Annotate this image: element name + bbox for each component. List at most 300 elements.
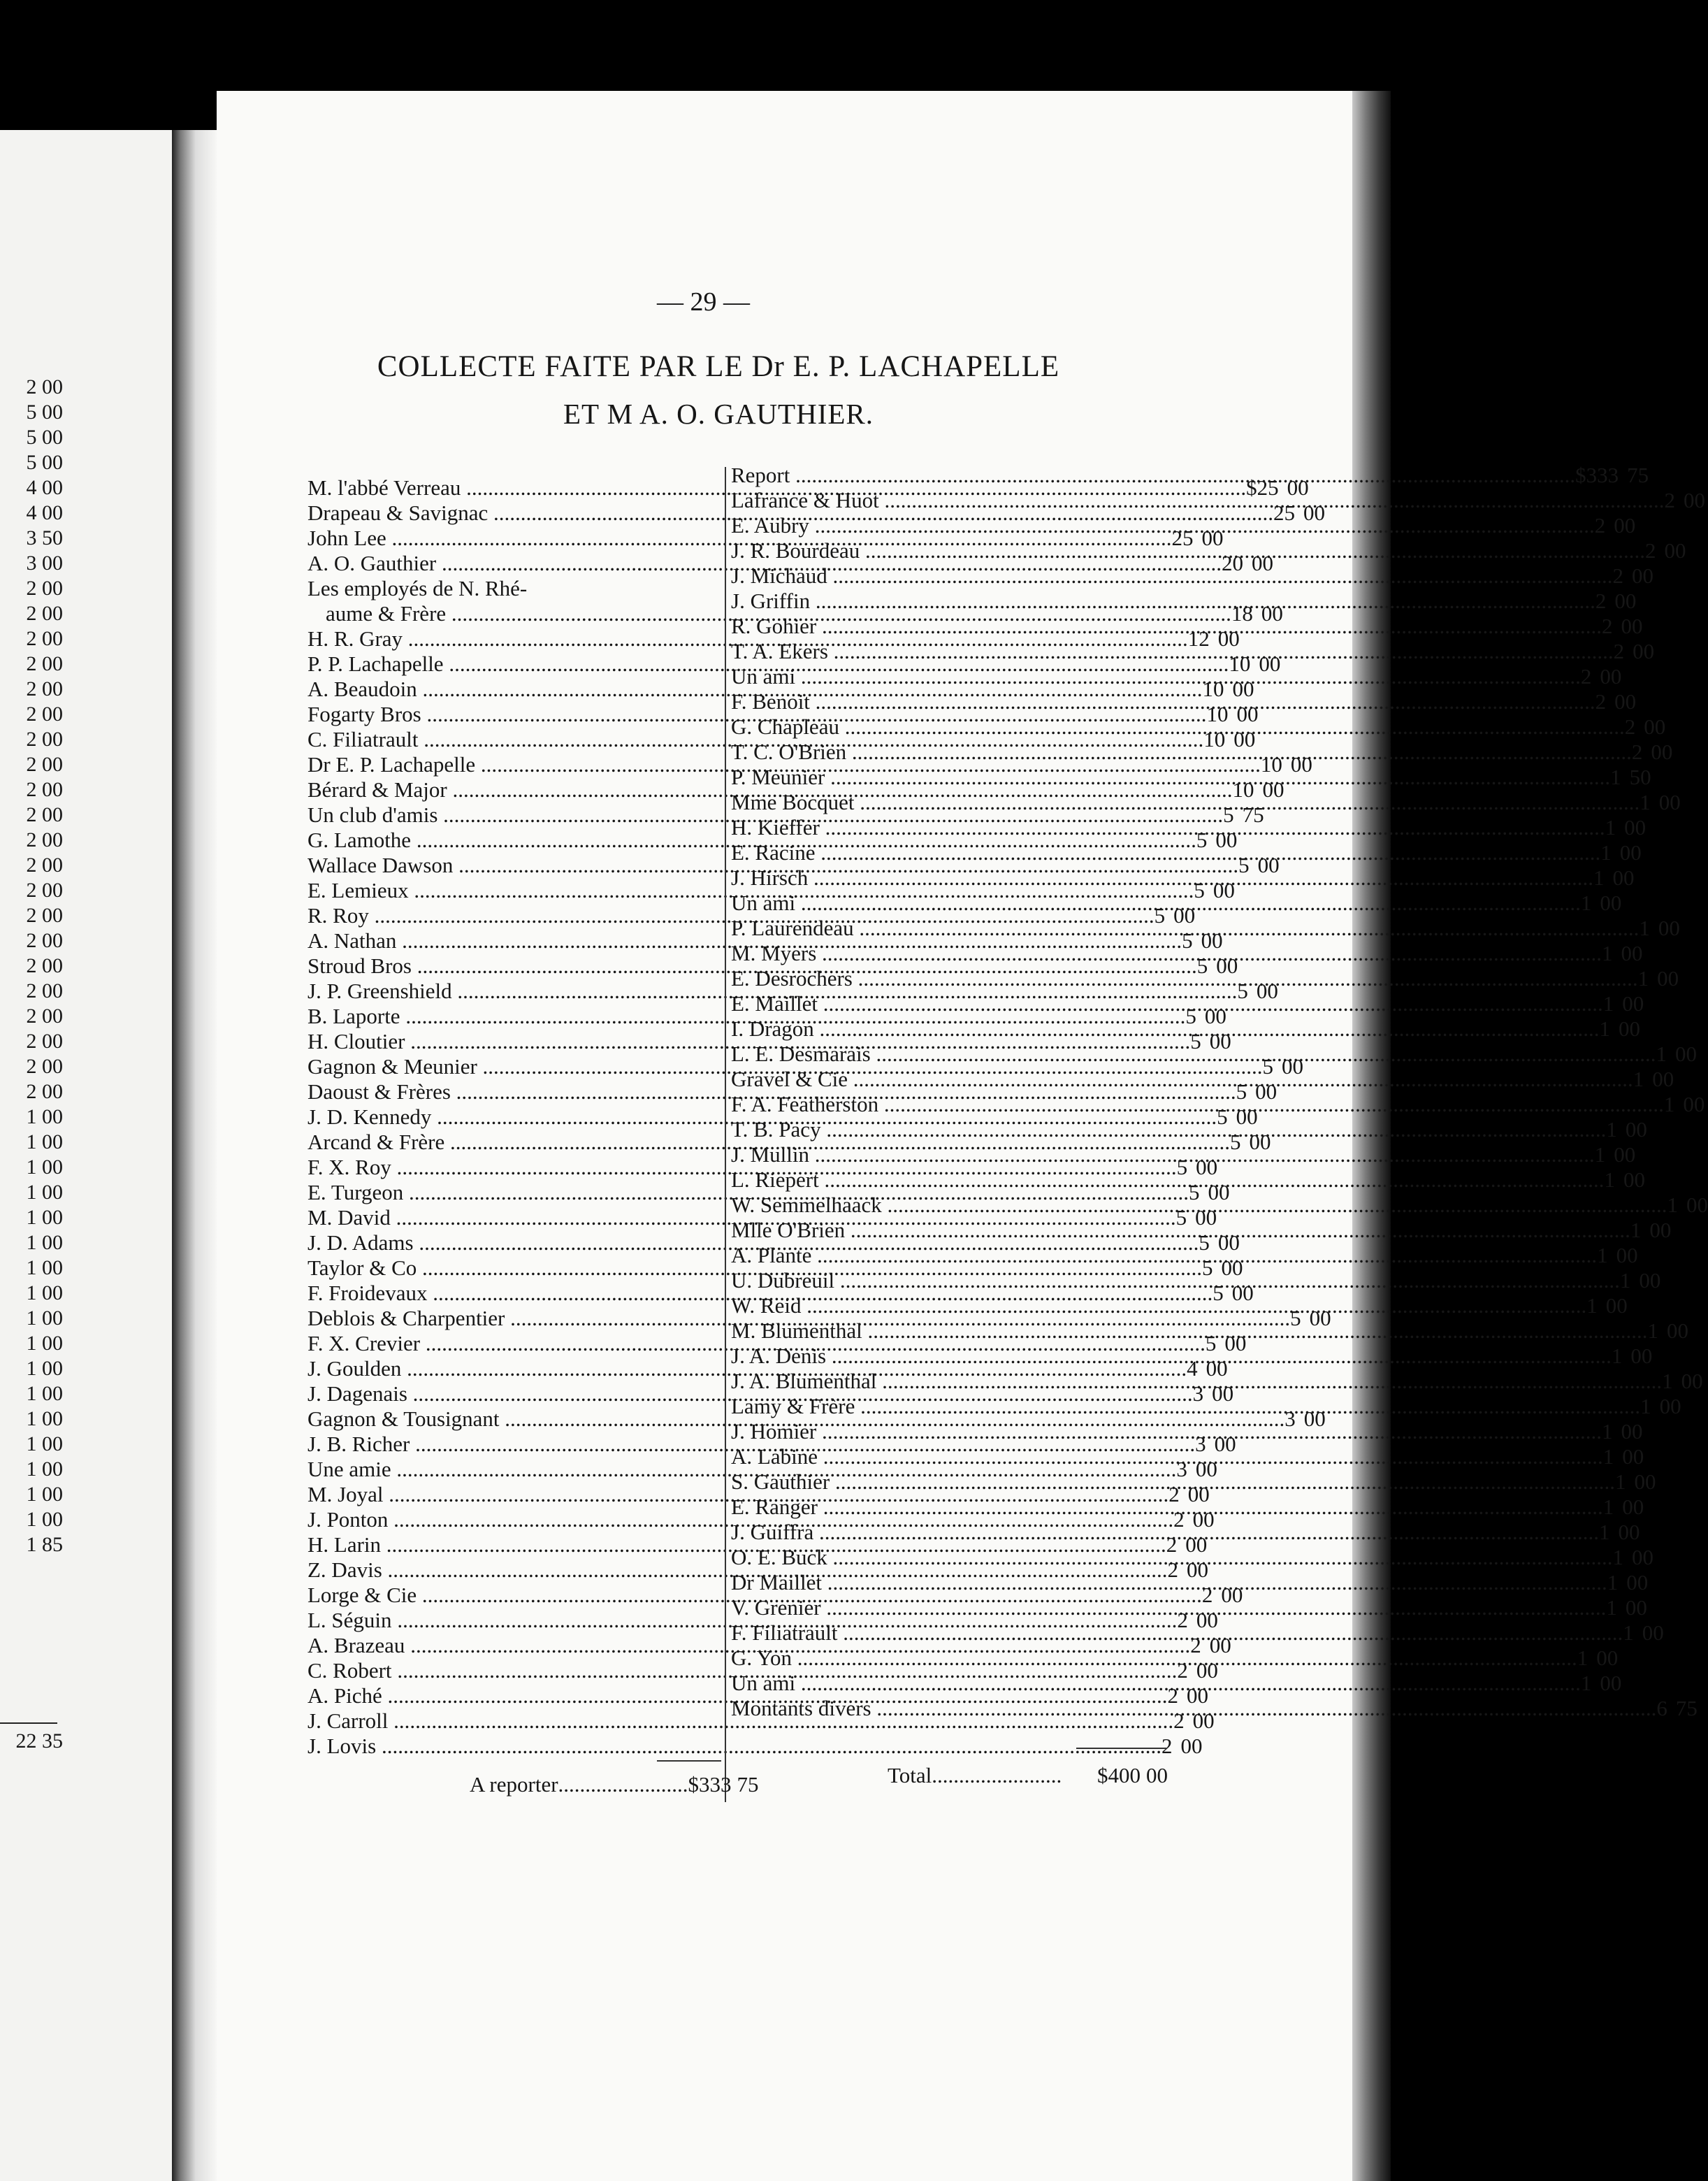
facing-page-value: 1 00: [26, 1256, 63, 1279]
facing-page-value: 5 00: [26, 426, 63, 449]
total-row: [888, 1763, 1174, 1788]
donor-cents: 00: [1605, 1293, 1628, 1318]
donor-amount: 2: [1624, 714, 1636, 739]
donor-amount: 1: [1602, 1444, 1614, 1469]
donor-amount: 25: [1171, 526, 1194, 550]
donor-cents: 00: [1625, 1595, 1647, 1620]
donor-row: [731, 1495, 1644, 1520]
facing-page-value: 2 00: [26, 703, 63, 726]
donor-cents: 00: [1195, 1457, 1217, 1481]
donor-cents: 00: [1303, 501, 1325, 525]
donor-row: [731, 1520, 1640, 1545]
donor-name: L. E. Desmarais .....: [731, 1042, 1656, 1067]
donor-name: Wallace Dawson .....: [307, 853, 1238, 878]
donor-cents: 00: [1622, 1444, 1644, 1469]
facing-page-value: 4 00: [26, 476, 63, 499]
donor-amount: 1: [1594, 1142, 1606, 1167]
donor-name: O. E. Buck .....: [731, 1545, 1613, 1570]
facing-page-value: 2 00: [26, 879, 63, 902]
donor-cents: 00: [1217, 1230, 1240, 1255]
total-label: Total: [888, 1763, 932, 1787]
donor-name: C. Robert .....: [307, 1658, 1177, 1683]
donor-row: [731, 941, 1643, 966]
facing-page: [0, 130, 172, 2181]
donor-amount: 2: [1664, 488, 1675, 512]
donor-name: H. Kieffer .....: [731, 815, 1605, 840]
donor-cents: 00: [1630, 1344, 1653, 1368]
donor-cents: 00: [1681, 1369, 1703, 1393]
donor-name: I. Dragon .....: [731, 1016, 1600, 1042]
donor-name: M. David .....: [307, 1205, 1176, 1230]
donor-amount: 18: [1231, 601, 1253, 626]
donor-amount: 1: [1602, 991, 1614, 1016]
donor-amount: 10: [1229, 652, 1251, 676]
donor-cents: 00: [1683, 1092, 1705, 1116]
facing-page-value: 2 00: [26, 677, 63, 700]
donor-row: [731, 1344, 1653, 1369]
donor-amount: 1: [1637, 966, 1649, 991]
donor-amount: 1: [1602, 1495, 1614, 1519]
donor-row: [731, 1117, 1647, 1142]
donor-amount: 6: [1656, 1696, 1667, 1720]
donor-row: [731, 1620, 1664, 1646]
donor-amount: 1: [1593, 865, 1605, 890]
donor-row: [731, 991, 1644, 1016]
facing-page-value: 2 00: [26, 778, 63, 801]
dollar-sign: $: [1246, 475, 1257, 500]
donor-cents: 00: [1261, 601, 1283, 626]
donor-cents: 00: [1600, 891, 1622, 915]
donor-amount: 25: [1273, 501, 1295, 525]
donor-amount: 1: [1580, 891, 1592, 915]
facing-page-value: 1 00: [26, 1508, 63, 1531]
donor-name: A. Nathan .....: [307, 928, 1182, 953]
donor-cents: 00: [1621, 614, 1643, 638]
donor-name: W. Reid .....: [731, 1293, 1586, 1318]
donor-cents: 00: [1221, 1255, 1243, 1280]
carry-forward-row: [470, 1772, 759, 1797]
facing-page-value: 2 00: [26, 929, 63, 952]
donor-row: [731, 1092, 1705, 1117]
donor-cents: 00: [1634, 1469, 1656, 1494]
donor-amount: 1: [1640, 790, 1651, 814]
donor-amount: 10: [1232, 777, 1254, 802]
donor-cents: 00: [1664, 538, 1686, 563]
donor-name: aume & Frère .....: [307, 601, 1231, 626]
donor-name: H. Cloutier .....: [307, 1029, 1190, 1054]
donor-cents: 00: [1619, 1016, 1641, 1041]
donor-name: T. A. Ekers .....: [731, 639, 1614, 664]
donor-amount: 2: [1595, 689, 1607, 714]
donor-amount: 5: [1202, 1255, 1213, 1280]
donor-cents: 00: [1213, 878, 1235, 902]
donor-name: Deblois & Charpentier .....: [307, 1306, 1290, 1331]
donor-cents: 00: [1233, 727, 1256, 751]
donor-amount: 3: [1192, 1381, 1204, 1406]
donor-cents: 00: [1187, 1482, 1210, 1506]
facing-page-sum-rule: [0, 1722, 57, 1724]
facing-page-value: 2 00: [26, 854, 63, 877]
donor-name: J. Ponton .....: [307, 1507, 1173, 1532]
donor-cents: 00: [1236, 1104, 1258, 1129]
facing-page-value: 2 00: [26, 652, 63, 675]
donor-name: S. Gauthier .....: [731, 1469, 1615, 1495]
donor-name: F. Benoit .....: [731, 689, 1595, 714]
donor-name: J. Carroll .....: [307, 1708, 1173, 1734]
donor-amount: 2: [1613, 639, 1625, 663]
donor-name: Mme Bocquet .....: [731, 790, 1640, 815]
facing-page-value: 2 00: [26, 375, 63, 398]
donor-cents: 00: [1658, 790, 1681, 814]
donor-cents: 00: [1600, 1671, 1622, 1695]
donor-name: J. Michaud .....: [731, 563, 1613, 589]
facing-page-value: 2 00: [26, 602, 63, 625]
donor-row: [731, 1243, 1638, 1268]
donor-name: Lamy & Frère .....: [731, 1394, 1640, 1419]
donor-cents: 00: [1618, 1520, 1640, 1544]
donor-name: H. Larin .....: [307, 1532, 1166, 1557]
facing-page-value: 2 00: [26, 979, 63, 1002]
donor-amount: 1: [1623, 1620, 1634, 1645]
leader-dots: ........................: [558, 1772, 688, 1797]
donor-name: F. Froidevaux .....: [307, 1281, 1213, 1306]
donor-name: Mlle O'Brien .....: [731, 1218, 1630, 1243]
donor-amount: 1: [1599, 1016, 1611, 1041]
facing-page-value: 1 00: [26, 1432, 63, 1455]
donor-amount: 1: [1614, 1469, 1626, 1494]
donor-name: E. Aubry .....: [731, 513, 1595, 538]
facing-page-value: 1 00: [26, 1307, 63, 1330]
facing-page-value: 2 00: [26, 1030, 63, 1053]
donor-amount: 1: [1633, 1067, 1644, 1091]
donor-name: G. Lamothe .....: [307, 828, 1196, 853]
donor-name: P. Laurendeau .....: [731, 916, 1639, 941]
donor-amount: 5: [1205, 1331, 1217, 1355]
donor-row: [731, 1268, 1661, 1293]
donor-name: Report .....: [731, 463, 1575, 488]
donor-cents: 75: [1627, 463, 1649, 487]
donor-amount: $333: [1575, 463, 1619, 487]
donor-name: J. Guiffra .....: [731, 1520, 1599, 1545]
donor-amount: 4: [1187, 1356, 1198, 1381]
donor-name: G. Chapleau .....: [731, 714, 1625, 740]
facing-page-value: 2 00: [26, 803, 63, 826]
donor-cents: 00: [1633, 639, 1655, 663]
donor-cents: 00: [1616, 1243, 1638, 1267]
donor-cents: 00: [1208, 1180, 1230, 1204]
donor-amount: 1: [1619, 1268, 1631, 1293]
donor-cents: 00: [1600, 664, 1622, 689]
donor-cents: 00: [1614, 1142, 1636, 1167]
facing-page-value: 1 00: [26, 1357, 63, 1380]
donor-amount: 2: [1177, 1608, 1188, 1632]
donor-row: [731, 1167, 1645, 1193]
donor-cents: 00: [1614, 589, 1637, 613]
donor-cents: 00: [1623, 1167, 1645, 1192]
donor-cents: 00: [1196, 1608, 1218, 1632]
donor-name: J. Goulden .....: [307, 1356, 1187, 1381]
donor-cents: 00: [1303, 1406, 1326, 1431]
donor-cents: 00: [1201, 526, 1224, 550]
donor-cents: 00: [1195, 1205, 1217, 1230]
donor-amount: 1: [1639, 916, 1650, 940]
donor-cents: 00: [1659, 1394, 1681, 1418]
donor-name: J. Griffin .....: [731, 589, 1595, 614]
donor-name: Stroud Bros .....: [307, 953, 1197, 979]
donor-name: M. Blumenthal .....: [731, 1318, 1647, 1344]
donor-amount: 1: [1606, 1595, 1617, 1620]
donor-amount: 5: [1154, 903, 1166, 928]
donor-cents: 75: [1242, 802, 1264, 827]
donor-cents: 00: [1232, 677, 1254, 701]
donor-cents: 00: [1216, 953, 1238, 978]
facing-page-value: 4 00: [26, 501, 63, 524]
facing-page-value: 2 00: [26, 627, 63, 650]
donor-name: F. X. Roy .....: [307, 1155, 1177, 1180]
donor-name: Dr E. P. Lachapelle .....: [307, 752, 1261, 777]
donor-name: John Lee .....: [307, 526, 1172, 551]
donor-amount: 2: [1173, 1708, 1185, 1733]
donor-cents: 00: [1282, 1054, 1304, 1079]
donor-cents: 00: [1683, 488, 1705, 512]
left-sum-rule: [657, 1760, 721, 1762]
donor-amount: 10: [1203, 727, 1226, 751]
donor-cents: 00: [1206, 1356, 1228, 1381]
donor-amount: 3: [1195, 1432, 1206, 1456]
donor-cents: 00: [1309, 1306, 1331, 1330]
donor-row: [731, 1193, 1708, 1218]
donor-amount: 1: [1607, 1570, 1619, 1595]
donor-amount: 5: [1182, 928, 1193, 953]
donor-amount: 3: [1284, 1406, 1296, 1431]
donor-row: [731, 1570, 1649, 1595]
donor-name: F. Filiatrault .....: [731, 1620, 1623, 1646]
donor-amount: 1: [1602, 941, 1613, 965]
donor-amount: 1: [1597, 1243, 1608, 1267]
donor-amount: 1: [1647, 1318, 1658, 1343]
donor-row: [731, 1218, 1672, 1243]
donor-amount: 1: [1580, 1671, 1592, 1695]
donor-cents: 00: [1651, 740, 1673, 764]
donor-amount: 5: [1194, 878, 1205, 902]
donor-amount: 2: [1631, 740, 1643, 764]
donor-name: W. Semmelhaack .....: [731, 1193, 1667, 1218]
donor-row: [731, 1444, 1644, 1469]
donor-cents: 00: [1259, 652, 1281, 676]
donor-amount: 10: [1260, 752, 1282, 777]
facing-page-value: 2 00: [26, 577, 63, 600]
donor-name: Un ami .....: [731, 891, 1581, 916]
facing-page-value: 2 00: [26, 828, 63, 851]
donor-cents: 00: [1187, 1683, 1209, 1708]
leader-dots: ........................: [932, 1763, 1062, 1787]
donor-row: [731, 916, 1680, 941]
right-sum-rule: [1076, 1748, 1167, 1749]
donor-cents: 50: [1629, 765, 1651, 789]
donor-cents: 00: [1251, 551, 1273, 575]
donor-row: [731, 1016, 1641, 1042]
donor-name: E. Turgeon .....: [307, 1180, 1189, 1205]
facing-page-value: 2 00: [26, 1005, 63, 1028]
donor-name: Un ami .....: [731, 1671, 1581, 1696]
donor-name: Montants divers .....: [731, 1696, 1656, 1721]
donor-cents: 00: [1212, 1381, 1234, 1406]
donor-cents: 00: [1196, 1155, 1218, 1179]
donor-cents: 00: [1632, 1545, 1654, 1569]
donor-cents: 00: [1204, 1004, 1226, 1028]
donor-amount: 2: [1166, 1532, 1178, 1557]
donor-name: Arcand & Frère .....: [307, 1130, 1230, 1155]
facing-page-value: 1 00: [26, 1130, 63, 1153]
donor-amount: 1: [1598, 1520, 1610, 1544]
donor-cents: 00: [1217, 626, 1240, 651]
donor-amount: 2: [1612, 563, 1624, 588]
donor-name: M. Joyal .....: [307, 1482, 1168, 1507]
donor-amount: 2: [1161, 1734, 1173, 1758]
donor-amount: 2: [1602, 614, 1613, 638]
donor-amount: 5: [1199, 1230, 1210, 1255]
facing-page-value: 2 00: [26, 1055, 63, 1078]
donor-name: Bérard & Major .....: [307, 777, 1232, 802]
donor-name: Gagnon & Meunier .....: [307, 1054, 1263, 1079]
facing-page-total: 22 35: [15, 1729, 63, 1752]
donor-amount: 3: [1176, 1457, 1187, 1481]
donor-cents: 00: [1180, 1734, 1203, 1758]
donor-amount: 2: [1201, 1583, 1213, 1607]
donor-name: J. Dagenais .....: [307, 1381, 1193, 1406]
facing-page-value: 5 00: [26, 451, 63, 474]
donor-cents: 00: [1187, 1557, 1209, 1582]
donor-amount: 10: [1202, 677, 1224, 701]
donor-name: Lafrance & Huot .....: [731, 488, 1664, 513]
donor-row: [731, 865, 1635, 891]
donor-cents: 00: [1626, 1570, 1649, 1595]
donor-cents: 00: [1287, 475, 1309, 500]
column-divider: [725, 467, 726, 1802]
donor-row: [731, 1595, 1647, 1620]
donor-cents: 00: [1185, 1532, 1208, 1557]
donor-cents: 00: [1639, 1268, 1661, 1293]
donor-name: Fogarty Bros .....: [307, 702, 1207, 727]
donor-name: Gravel & Cie .....: [731, 1067, 1633, 1092]
donor-name: A. O. Gauthier .....: [307, 551, 1222, 576]
donor-row: [731, 563, 1654, 589]
donor-name: A. Beaudoin .....: [307, 677, 1202, 702]
donor-cents: 00: [1257, 853, 1280, 877]
donor-amount: 5: [1196, 953, 1208, 978]
donor-name: E. Maillet .....: [731, 991, 1603, 1016]
donor-name: J. B. Richer .....: [307, 1432, 1195, 1457]
donor-name: F. X. Crevier .....: [307, 1331, 1206, 1356]
donor-cents: 00: [1649, 1218, 1672, 1242]
donor-amount: 5: [1196, 828, 1208, 852]
donor-cents: 00: [1642, 1620, 1664, 1645]
donor-cents: 00: [1621, 941, 1643, 965]
donor-cents: 00: [1632, 563, 1654, 588]
donor-name: J. D. Kennedy .....: [307, 1104, 1217, 1130]
donor-name: L. Séguin .....: [307, 1608, 1177, 1633]
donor-amount: 25: [1257, 475, 1279, 500]
total-amount: $400: [1097, 1763, 1141, 1787]
donor-cents: 00: [1231, 1281, 1254, 1305]
donor-amount: 1: [1602, 1419, 1613, 1444]
donor-amount: 5: [1230, 1130, 1241, 1154]
donor-amount: 2: [1595, 589, 1607, 613]
facing-page-value: 2 00: [26, 904, 63, 927]
facing-page-value: 1 85: [26, 1533, 63, 1556]
donor-amount: 5: [1185, 1004, 1196, 1028]
donor-cents: 00: [1612, 865, 1635, 890]
donor-row: [731, 966, 1679, 991]
donor-row: [731, 1293, 1628, 1318]
donor-name: G. Yon .....: [731, 1646, 1577, 1671]
donor-cents: 00: [1256, 979, 1278, 1003]
donor-name: H. R. Gray .....: [307, 626, 1188, 652]
donor-cents: 00: [1622, 1495, 1644, 1519]
donor-row: [731, 1369, 1703, 1394]
facing-page-value: 1 00: [26, 1407, 63, 1430]
facing-page-value: 5 00: [26, 401, 63, 424]
donor-amount: 2: [1190, 1633, 1201, 1657]
donor-cents: 00: [1201, 928, 1223, 953]
facing-page-value: 1 00: [26, 1156, 63, 1179]
donor-cents: 00: [1214, 1432, 1236, 1456]
facing-page-value: 2 00: [26, 954, 63, 977]
donor-row: [731, 815, 1647, 840]
donor-amount: 2: [1645, 538, 1656, 563]
donor-cents: 00: [1644, 714, 1666, 739]
facing-page-value: 1 00: [26, 1382, 63, 1405]
donor-amount: 5: [1223, 802, 1234, 827]
donor-amount: 5: [1190, 1029, 1201, 1053]
donor-cents: 00: [1192, 1507, 1215, 1532]
donor-name: J. A. Blumenthal .....: [731, 1369, 1662, 1394]
donor-cents: 00: [1173, 903, 1196, 928]
donor-cents: 00: [1674, 1042, 1697, 1066]
page-number: — 29 —: [657, 287, 750, 317]
donor-name: A. Brazeau .....: [307, 1633, 1190, 1658]
donor-name: Dr Maillet .....: [731, 1570, 1607, 1595]
donor-amount: 5: [1189, 1180, 1200, 1204]
donor-name: M. l'abbé Verreau .....: [307, 475, 1246, 501]
donor-amount: 1: [1605, 815, 1616, 840]
donor-amount: 1: [1604, 1167, 1615, 1192]
donor-name: R. Roy .....: [307, 903, 1155, 928]
donor-amount: 5: [1236, 1079, 1247, 1104]
donor-cents: 00: [1666, 1318, 1688, 1343]
donor-name: C. Filiatrault .....: [307, 727, 1203, 752]
donor-cents: 00: [1657, 966, 1679, 991]
donor-amount: 5: [1213, 1281, 1224, 1305]
donor-row: [307, 1734, 1203, 1759]
donor-name: J. R. Bourdeau .....: [731, 538, 1645, 563]
donor-amount: 5: [1176, 1155, 1188, 1179]
facing-page-value: 1 00: [26, 1181, 63, 1204]
donor-amount: 1: [1640, 1394, 1651, 1418]
donor-name: U. Dubreuil .....: [731, 1268, 1620, 1293]
donor-name: J. Hirsch .....: [731, 865, 1593, 891]
donor-name: T. B. Pacy .....: [731, 1117, 1606, 1142]
donor-cents: 00: [1236, 702, 1259, 726]
donor-amount: 1: [1606, 1117, 1617, 1142]
donor-name: P. Meunier .....: [731, 765, 1610, 790]
donor-name: Daoust & Frères .....: [307, 1079, 1236, 1104]
facing-page-value: 1 00: [26, 1457, 63, 1481]
donor-name: Drapeau & Savignac .....: [307, 501, 1273, 526]
donor-amount: 1: [1611, 1344, 1623, 1368]
donor-cents: 00: [1249, 1130, 1271, 1154]
donor-row: [731, 1646, 1619, 1671]
